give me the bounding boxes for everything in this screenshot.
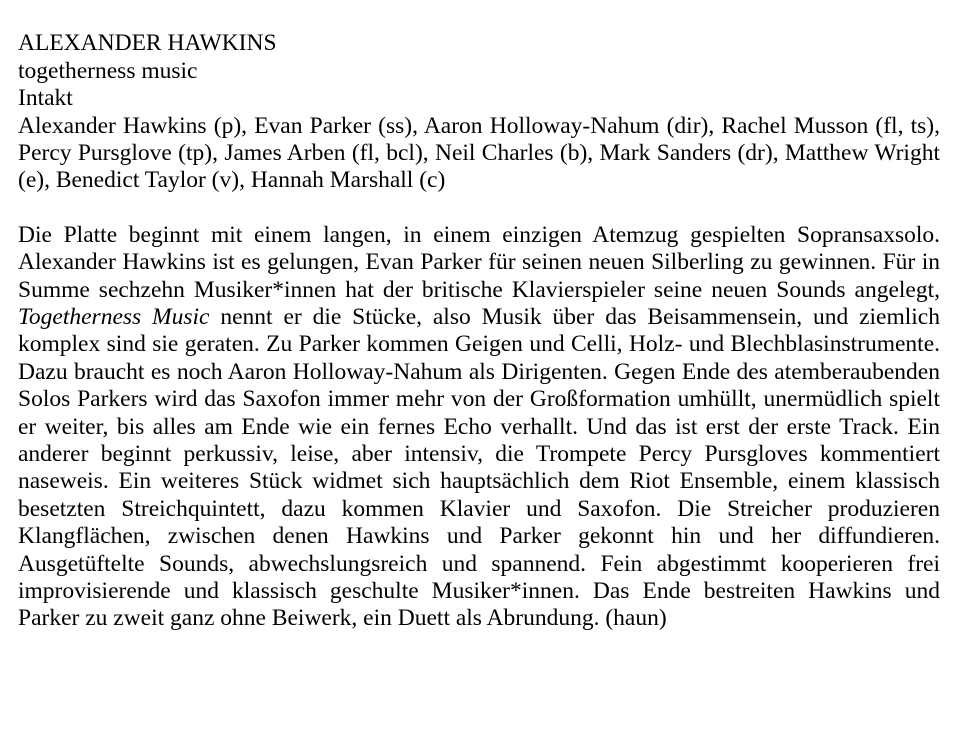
record-label: Intakt [18,85,73,111]
personnel-list: Alexander Hawkins (p), Evan Parker (ss), Aaron Holloway-Nahum (dir), Rachel Musson (fl, ts), Percy Pursglove (tp), James Arben (fl, bcl), Neil Charles (b), Mark Sanders (dr), Matthew Wright (e), Benedict Taylor (v), Hannah Marshall (c) [18,112,940,194]
review-text-part1: Die Platte beginnt mit einem langen, in einem einzigen Atemzug gespielten Sopransaxsolo. Alexander Hawkins ist es gelungen, Evan Parker für seinen neuen Silberling zu gewinnen. Für in Summe sechzehn Musiker*innen hat der britische Klavierspieler seine neuen Sounds angelegt, [18,221,940,303]
review-paragraph [18,222,940,633]
album-title: togetherness music [18,57,198,84]
album-title-italic: Togetherness Music [18,303,210,330]
review-text-part2: nennt er die Stücke, also Musik über das Beisammensein, und ziemlich komplex sind sie geraten. Zu Parker kommen Geigen und Celli, Holz- und Blechblasinstrumente. Dazu braucht es noch Aaron Holloway-Nahum als Dirigenten. Gegen Ende des atemberaubenden Solos Parkers wird das Saxofon immer mehr von der Großformation umhüllt, unermüdlich spielt er weiter, bis alles am Ende wie ein fernes Echo verhallt. Und das ist erst der erste Track. Ein anderer beginnt perkussiv, leise, aber intensiv, die Trompete Percy Pursgloves kommentiert naseweis. Ein weiteres Stück widmet sich hauptsächlich dem Riot Ensemble, einem klassisch besetzten Streichquintett, dazu kommen Klavier und Saxofon. Die Streicher produzieren Klangflächen, zwischen denen Hawkins und Parker gekonnt hin und her diffundieren. Ausgetüftelte Sounds, abwechslungsreich und spannend. Fein abgestimmt kooperieren frei improvisierende und klassisch geschulte Musiker*innen. Das Ende bestreiten Hawkins und Parker zu zweit ganz ohne Beiwerk, ein Duett als Abrundung. (haun) [18,303,940,632]
artist-name: ALEXANDER HAWKINS [18,30,277,56]
paragraph-gap [18,195,940,222]
document-page [18,30,940,633]
